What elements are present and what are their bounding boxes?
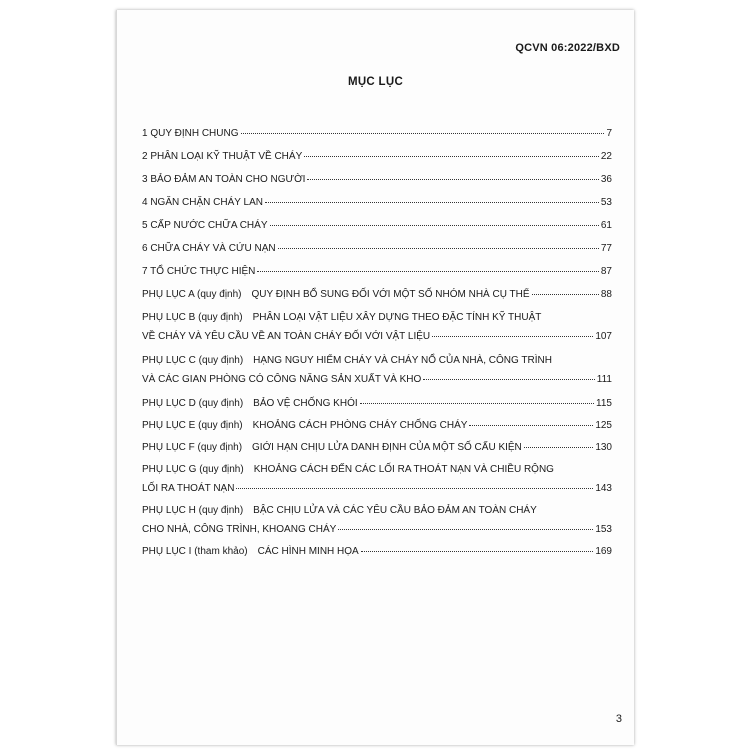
toc-page-number: 22 bbox=[600, 151, 612, 162]
toc-entry-title: GIỚI HẠN CHỊU LỬA DANH ĐỊNH CỦA MỘT SỐ CẤU KIỆN bbox=[252, 442, 522, 453]
toc-page-number: 115 bbox=[596, 398, 612, 409]
toc-entry[interactable] bbox=[142, 289, 612, 303]
toc-line bbox=[142, 398, 612, 412]
toc-entry[interactable] bbox=[142, 128, 612, 142]
toc-entry-prefix: PHỤ LỤC D (quy định) bbox=[142, 398, 244, 409]
toc-entry[interactable] bbox=[142, 197, 612, 211]
toc-page-number: 111 bbox=[596, 374, 612, 385]
toc-entry-title: 5 CẤP NƯỚC CHỮA CHÁY bbox=[142, 220, 268, 231]
toc-leader-dots bbox=[338, 529, 593, 530]
toc-page-number: 130 bbox=[595, 442, 612, 453]
toc-page-number: 36 bbox=[600, 174, 612, 185]
toc-line bbox=[142, 546, 612, 560]
toc-entry-prefix: PHỤ LỤC G (quy định) bbox=[142, 464, 244, 475]
toc-page-number: 143 bbox=[595, 483, 612, 494]
toc-entry-prefix: PHỤ LỤC C (quy định) bbox=[142, 355, 244, 366]
toc-entry-prefix: PHỤ LỤC B (quy định) bbox=[142, 312, 243, 323]
toc-entry-title: 3 BẢO ĐẢM AN TOÀN CHO NGƯỜI bbox=[142, 174, 306, 185]
toc-line bbox=[142, 289, 612, 303]
toc-line bbox=[142, 505, 612, 519]
toc-entry-title: LỐI RA THOÁT NẠN bbox=[142, 483, 235, 494]
toc-title: MỤC LỤC bbox=[347, 76, 404, 88]
toc-page-number: 153 bbox=[595, 524, 612, 535]
toc-line bbox=[142, 151, 612, 165]
toc-entry-title: CHO NHÀ, CÔNG TRÌNH, KHOANG CHÁY bbox=[142, 524, 337, 535]
toc-page-number: 169 bbox=[595, 546, 612, 557]
document-code: QCVN 06:2022/BXD bbox=[515, 42, 620, 54]
toc-line bbox=[142, 442, 612, 456]
toc-leader-dots bbox=[524, 447, 594, 448]
toc-page-number: 87 bbox=[600, 266, 612, 277]
toc-entry-prefix: PHỤ LỤC H (quy định) bbox=[142, 505, 244, 516]
toc-line bbox=[142, 464, 612, 478]
toc-entry-title: 1 QUY ĐỊNH CHUNG bbox=[142, 128, 239, 139]
toc-page-number: 125 bbox=[595, 420, 612, 431]
toc-line bbox=[142, 374, 612, 388]
toc-line bbox=[142, 197, 612, 211]
toc-line bbox=[142, 128, 612, 142]
toc-entry-title: 2 PHÂN LOẠI KỸ THUẬT VỀ CHÁY bbox=[142, 151, 303, 162]
toc-entry-title: KHOẢNG CÁCH PHÒNG CHÁY CHỐNG CHÁY bbox=[252, 420, 468, 431]
toc-entry-title: KHOẢNG CÁCH ĐẾN CÁC LỐI RA THOÁT NẠN VÀ CHIỀU RỘNG bbox=[253, 464, 554, 475]
toc-page-number: 77 bbox=[600, 243, 612, 254]
toc-line bbox=[142, 266, 612, 280]
toc-line bbox=[142, 355, 612, 369]
toc-line bbox=[142, 312, 612, 326]
toc-entry-title: VÀ CÁC GIAN PHÒNG CÓ CÔNG NĂNG SẢN XUẤT VÀ KHO bbox=[142, 374, 422, 385]
toc-entry[interactable] bbox=[142, 505, 612, 538]
toc-leader-dots bbox=[265, 202, 599, 203]
toc-entry[interactable] bbox=[142, 420, 612, 434]
toc-entry[interactable] bbox=[142, 464, 612, 497]
toc-line bbox=[142, 483, 612, 497]
toc-entry[interactable] bbox=[142, 220, 612, 234]
toc-line bbox=[142, 420, 612, 434]
toc-entry[interactable] bbox=[142, 312, 612, 345]
toc-entry-title: CÁC HÌNH MINH HỌA bbox=[257, 546, 359, 557]
toc-leader-dots bbox=[241, 133, 605, 134]
toc-page-number: 7 bbox=[606, 128, 612, 139]
toc-entry[interactable] bbox=[142, 398, 612, 412]
toc-leader-dots bbox=[270, 225, 599, 226]
toc-leader-dots bbox=[307, 179, 598, 180]
toc-entry-prefix: PHỤ LỤC E (quy định) bbox=[142, 420, 243, 431]
toc-entry-title: 4 NGĂN CHẶN CHÁY LAN bbox=[142, 197, 263, 208]
toc-entry-title: HẠNG NGUY HIỂM CHÁY VÀ CHÁY NỔ CỦA NHÀ, CÔNG TRÌNH bbox=[253, 355, 552, 366]
toc-entry-title: BẢO VỆ CHỐNG KHÓI bbox=[253, 398, 358, 409]
toc-page-number: 107 bbox=[595, 331, 612, 342]
toc-entry[interactable] bbox=[142, 266, 612, 280]
toc-entry-title: VỀ CHÁY VÀ YÊU CẦU VỀ AN TOÀN CHÁY ĐỐI VỚI VẬT LIỆU bbox=[142, 331, 431, 342]
toc-entry[interactable] bbox=[142, 174, 612, 188]
toc-line bbox=[142, 174, 612, 188]
toc-line bbox=[142, 331, 612, 345]
toc-leader-dots bbox=[361, 551, 594, 552]
toc-page-number: 53 bbox=[600, 197, 612, 208]
toc-leader-dots bbox=[423, 379, 594, 380]
toc-page-number: 61 bbox=[600, 220, 612, 231]
toc-entry-title: 6 CHỮA CHÁY VÀ CỨU NẠN bbox=[142, 243, 276, 254]
toc-entry[interactable] bbox=[142, 442, 612, 456]
toc-leader-dots bbox=[360, 403, 594, 404]
table-of-contents bbox=[142, 128, 612, 560]
toc-leader-dots bbox=[532, 294, 599, 295]
toc-leader-dots bbox=[469, 425, 593, 426]
toc-entry[interactable] bbox=[142, 355, 612, 388]
toc-leader-dots bbox=[236, 488, 593, 489]
toc-leader-dots bbox=[432, 336, 593, 337]
toc-entry-title: BẬC CHỊU LỬA VÀ CÁC YÊU CẦU BẢO ĐẢM AN TOÀN CHÁY bbox=[253, 505, 537, 516]
toc-leader-dots bbox=[257, 271, 598, 272]
toc-leader-dots bbox=[278, 248, 599, 249]
toc-entry-prefix: PHỤ LỤC A (quy định) bbox=[142, 289, 242, 300]
toc-entry-prefix: PHỤ LỤC I (tham khảo) bbox=[142, 546, 248, 557]
toc-entry-title: PHÂN LOẠI VẬT LIỆU XÂY DỰNG THEO ĐẶC TÍNH KỸ THUẬT bbox=[252, 312, 542, 323]
toc-page-number: 88 bbox=[600, 289, 612, 300]
toc-line bbox=[142, 220, 612, 234]
toc-entry-title: QUY ĐỊNH BỔ SUNG ĐỐI VỚI MỘT SỐ NHÓM NHÀ CỤ THỂ bbox=[251, 289, 530, 300]
toc-entry[interactable] bbox=[142, 546, 612, 560]
toc-line bbox=[142, 524, 612, 538]
toc-leader-dots bbox=[304, 156, 599, 157]
toc-line bbox=[142, 243, 612, 257]
toc-entry-prefix: PHỤ LỤC F (quy định) bbox=[142, 442, 243, 453]
toc-entry[interactable] bbox=[142, 151, 612, 165]
toc-entry[interactable] bbox=[142, 243, 612, 257]
toc-entry-title: 7 TỔ CHỨC THỰC HIỆN bbox=[142, 266, 256, 277]
page-number: 3 bbox=[615, 713, 622, 725]
document-page bbox=[116, 10, 634, 745]
